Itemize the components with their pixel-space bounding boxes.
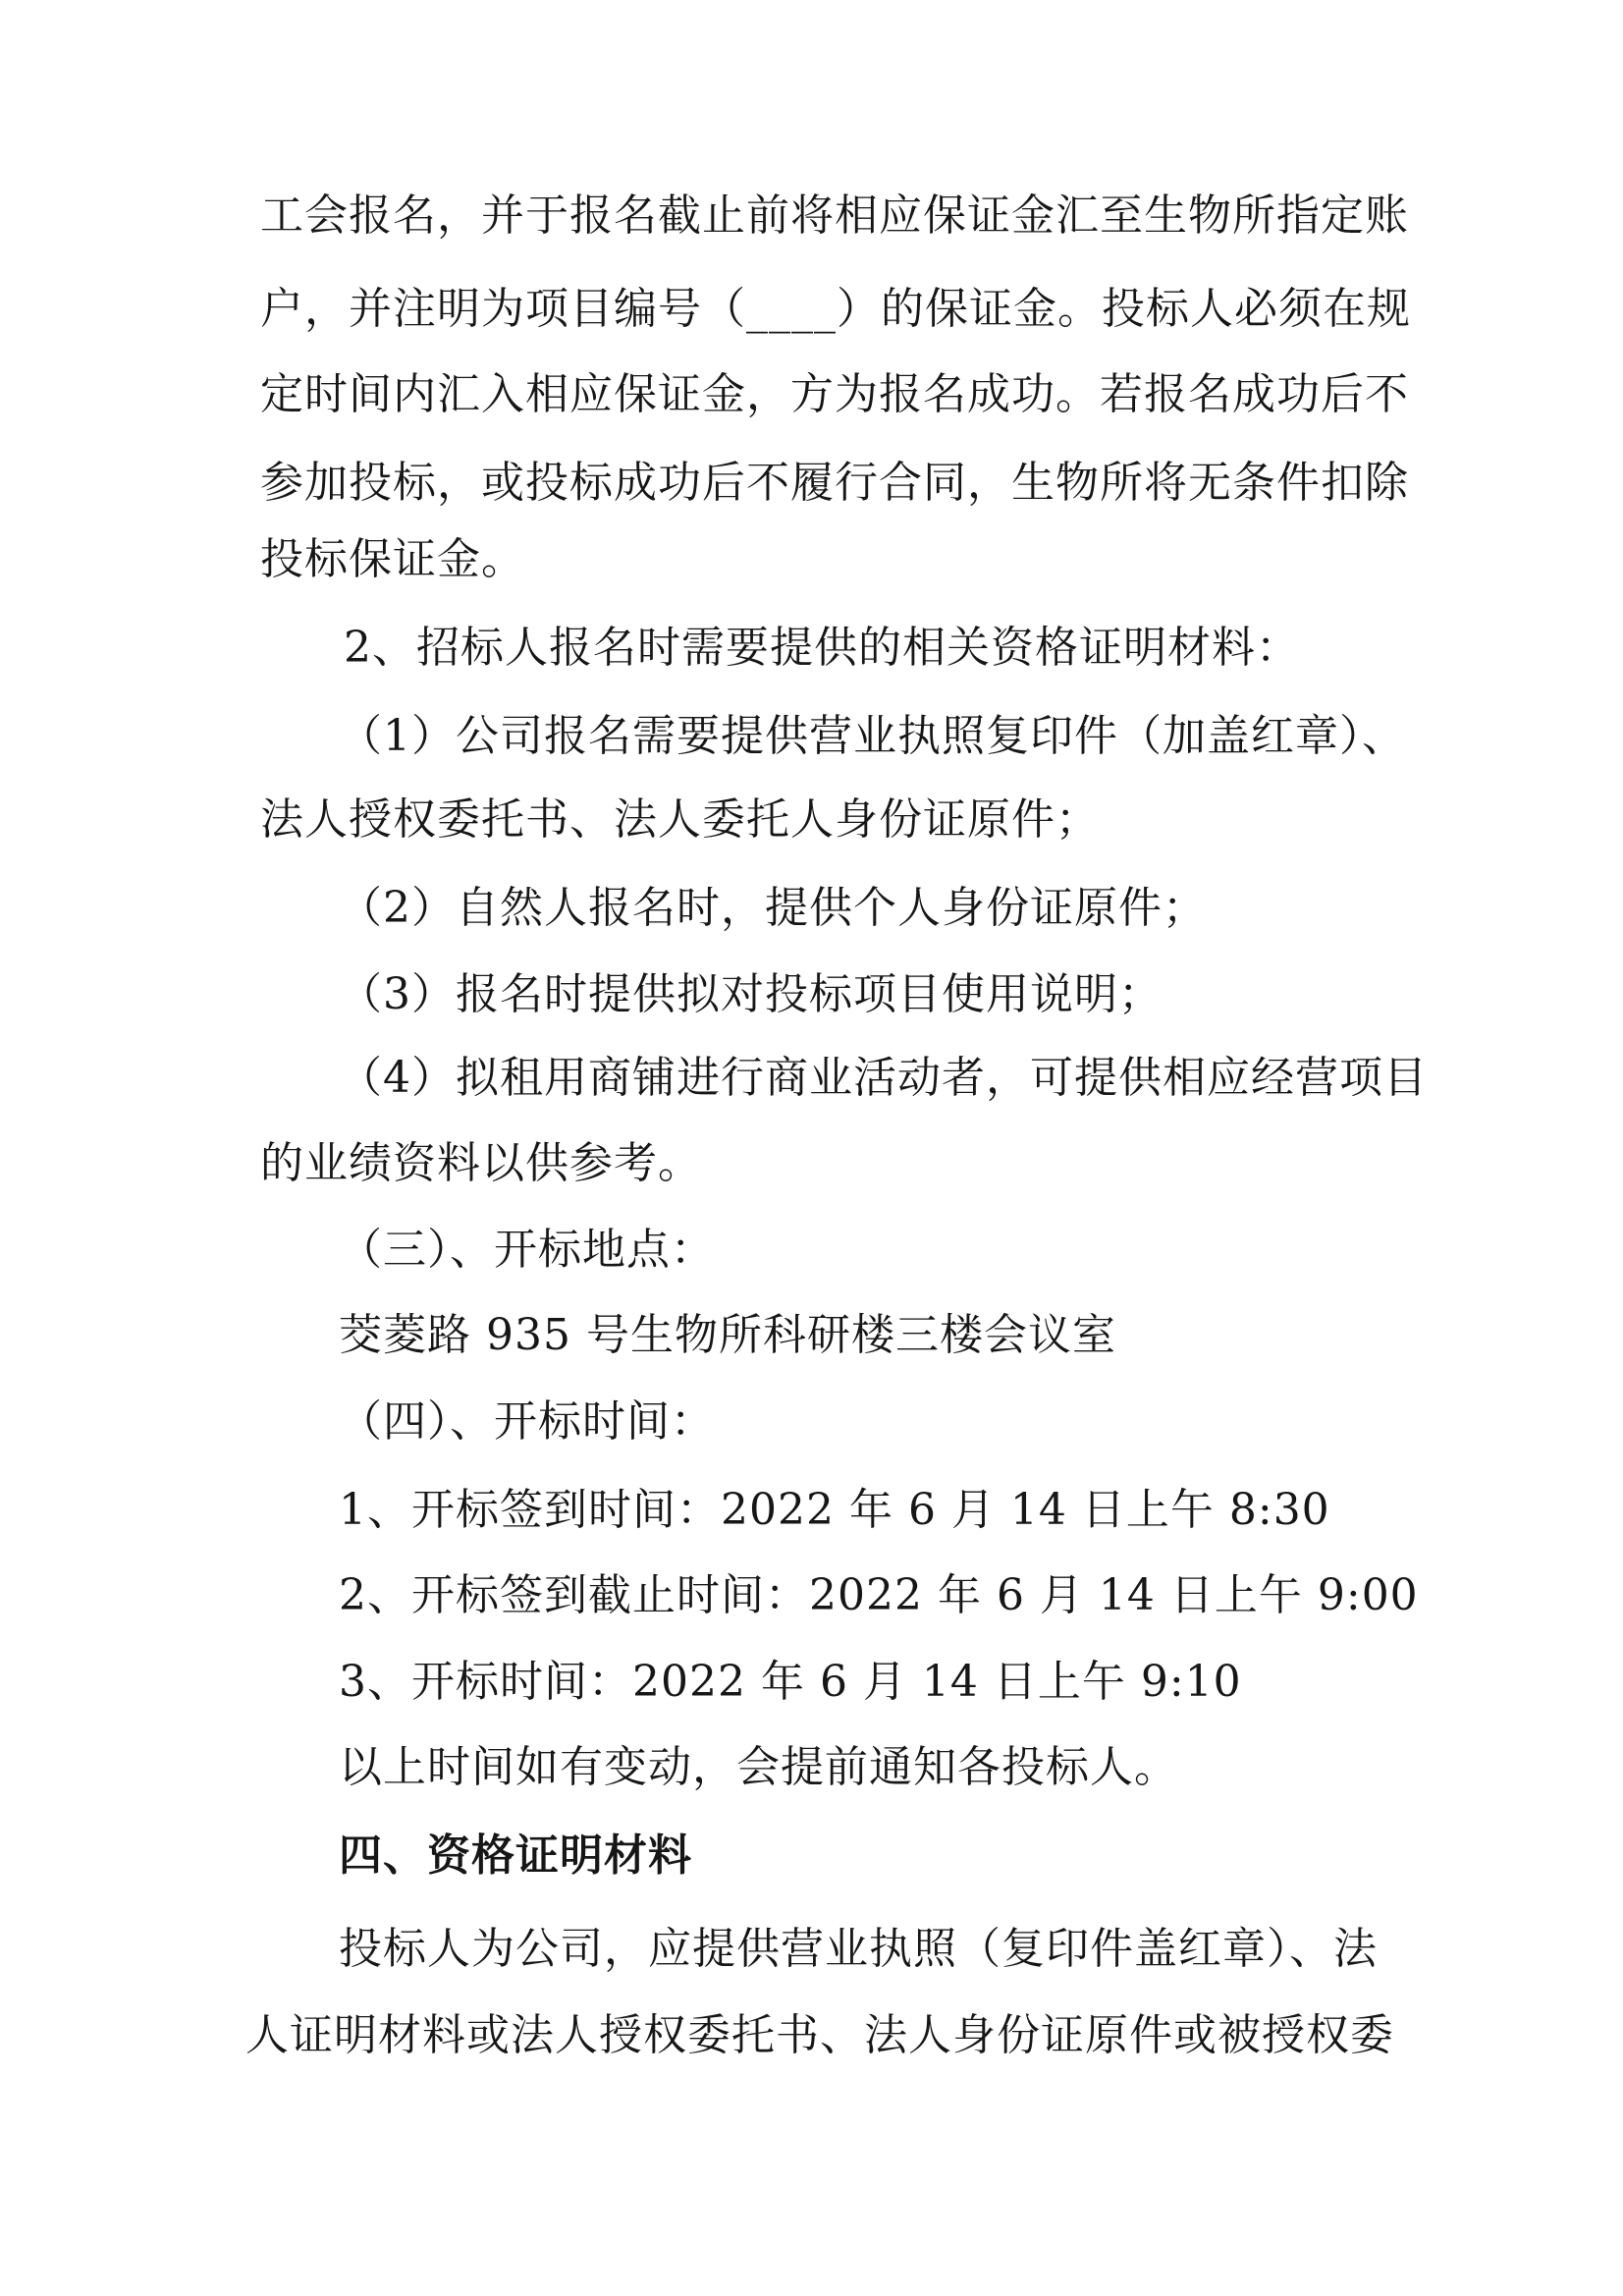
schedule-item: 3、开标时间：2022 年 6 月 14 日上午 9:10 [339,1657,1242,1707]
list-item: （1）公司报名需要提供营业执照复印件（加盖红章）、 [339,711,1406,761]
paragraph-line: 投标人为公司，应提供营业执照（复印件盖红章）、法 [339,1924,1378,1974]
list-item: （3）报名时提供拟对投标项目使用说明； [339,969,1163,1019]
schedule-item: 1、开标签到时间：2022 年 6 月 14 日上午 8:30 [339,1485,1330,1535]
list-item: （2）自然人报名时，提供个人身份证原件； [339,883,1207,933]
list-item-continuation: 法人授权委托书、法人委托人身份证原件； [260,794,1100,845]
paragraph-line: 工会报名，并于报名截止前将相应保证金汇至生物所指定账 [260,191,1409,241]
paragraph-line: 投标保证金。 [260,534,525,584]
address-text: 茭菱路 935 号生物所科研楼三楼会议室 [339,1310,1116,1360]
list-item-continuation: 的业绩资料以供参考。 [260,1138,702,1188]
paragraph-line: 人证明材料或法人授权委托书、法人身份证原件或被授权委 [245,2010,1394,2060]
paragraph-line: 户，并注明为项目编号（____）的保证金。投标人必须在规 [260,284,1411,334]
section-heading: （四）、开标时间： [339,1396,715,1447]
section-heading: （三）、开标地点： [339,1225,715,1275]
list-heading: 2、招标人报名时需要提供的相关资格证明材料： [344,623,1300,673]
notice-text: 以上时间如有变动，会提前通知各投标人。 [339,1742,1178,1792]
schedule-item: 2、开标签到截止时间：2022 年 6 月 14 日上午 9:00 [339,1570,1419,1620]
paragraph-line: 参加投标，或投标成功后不履行合同，生物所将无条件扣除 [260,458,1409,508]
paragraph-line: 定时间内汇入相应保证金，方为报名成功。若报名成功后不 [260,369,1409,419]
list-item: （4）拟租用商铺进行商业活动者，可提供相应经营项目 [339,1053,1428,1103]
chapter-heading: 四、资格证明材料 [339,1831,692,1881]
